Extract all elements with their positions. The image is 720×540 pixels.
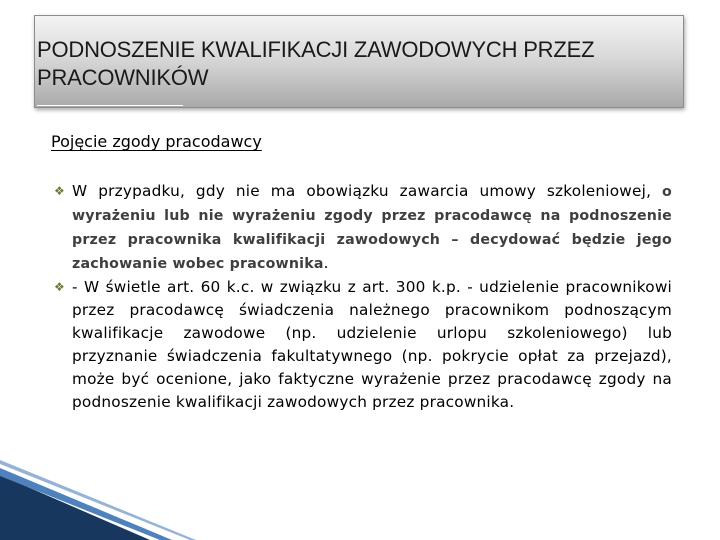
bullet-1-tail: .: [323, 254, 329, 272]
slide-title: [37, 36, 677, 92]
diamond-bullet-icon: ❖: [54, 280, 65, 294]
slide-title-line-2: PRACOWNIKÓW: [37, 65, 209, 90]
bullet-list: [52, 180, 672, 414]
bullet-2-text: - W świetle art. 60 k.c. w związku z art. 300 k.p. - udzielenie pracownikowi przez pracodawcę świadczenia należnego pracownikom podnoszącym kwalifikacje zawodowe (np. udzielenie urlopu szkoleniowego) lub przyznanie świadczenia fakultatywnego (np. pokrycie opłat za przejazd), może być ocenione, jako faktyczne wyrażenie przez pracodawcę zgody na podnoszenie kwalifikacji zawodowych przez pracownika.: [72, 278, 672, 411]
title-underline: [37, 105, 183, 106]
slide-title-line-1: PODNOSZENIE KWALIFIKACJI ZAWODOWYCH PRZEZ: [37, 37, 595, 62]
bullet-1-emphasis: o wyrażeniu lub nie wyrażeniu zgody przez pracodawcę na podnoszenie przez pracownika kwalifikacji zawodowych – decydować będzie jego zachowanie wobec pracownika: [72, 184, 672, 272]
title-box: [34, 15, 684, 108]
bullet-item-1: [52, 180, 672, 276]
corner-decoration: [0, 450, 720, 540]
bullet-1-lead: W przypadku, gdy nie ma obowiązku zawarcia umowy szkoleniowej,: [72, 182, 652, 200]
diamond-bullet-icon: ❖: [54, 184, 65, 198]
section-subtitle: Pojęcie zgody pracodawcy: [51, 132, 262, 151]
bullet-item-2: [52, 276, 672, 414]
